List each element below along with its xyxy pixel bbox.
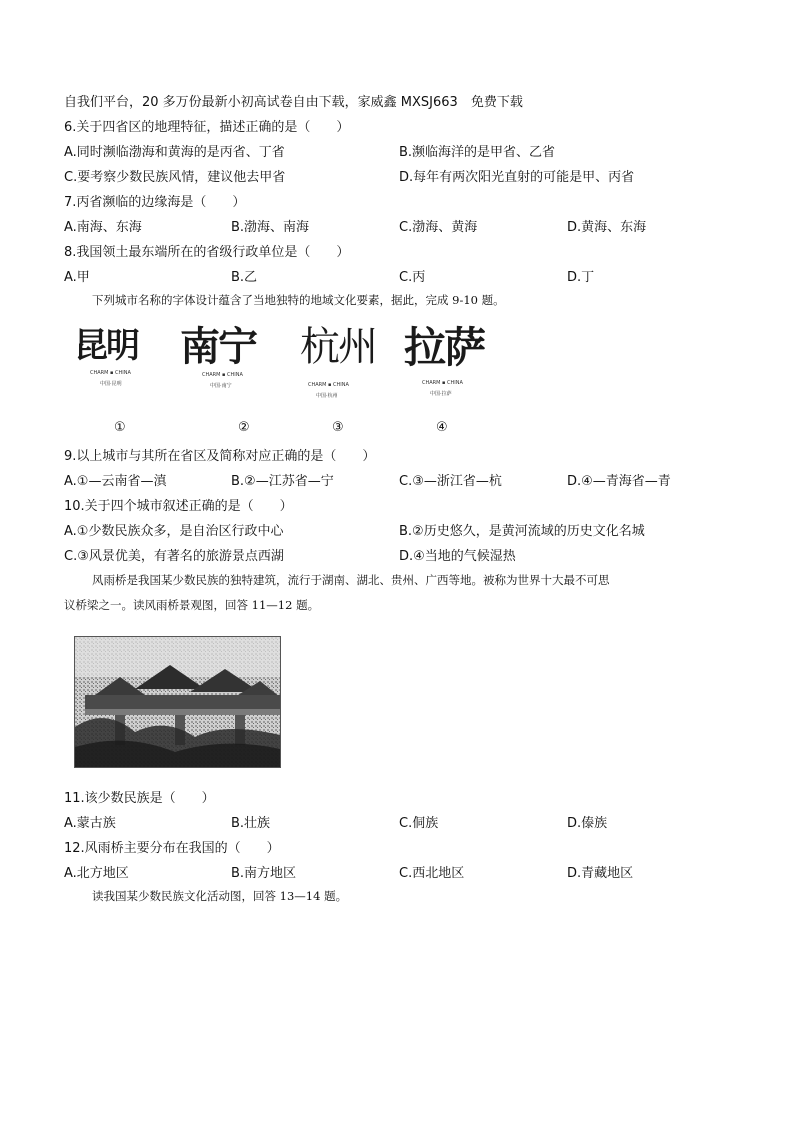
logo-hangzhou-caption: CHARM ▪ CHINA [308,382,349,388]
q6-option-d: D.每年有两次阳光直射的可能是甲、丙省 [399,170,635,185]
q10-option-c: C.③风景优美，有著名的旅游景点西湖 [64,549,284,564]
q6-option-c: C.要考察少数民族风情，建议他去甲省 [64,170,286,185]
q11-option-a: A.蒙古族 [64,816,116,831]
q11-option-c: C.侗族 [399,816,439,831]
logo-number-1: ① [114,420,126,435]
q11-stem: 11.该少数民族是（ ） [64,791,215,806]
q7-option-d: D.黄海、东海 [567,220,647,235]
logo-nanning-glyph: 南宁 [180,323,256,370]
q11-option-b: B.壮族 [231,816,271,831]
logo-number-2: ② [238,420,250,435]
q8-option-d: D.丁 [567,270,595,285]
bridge-illustration [75,637,280,767]
q9-option-b: B.②—江苏省—宁 [231,474,334,489]
logo-lhasa [404,323,504,397]
logo-hangzhou [300,324,410,399]
logo-kunming-caption: CHARM ▪ CHINA [90,370,131,376]
logo-nanning-caption: CHARM ▪ CHINA [202,372,243,378]
city-logos-figure [74,323,504,406]
q10-stem: 10.关于四个城市叙述正确的是（ ） [64,499,293,514]
intro-11-12-line2: 议桥梁之一。读风雨桥景观图，回答 11—12 题。 [64,598,320,612]
q9-stem: 9.以上城市与其所在省区及简称对应正确的是（ ） [64,449,376,464]
wind-rain-bridge-photo [74,636,281,768]
q9-option-c: C.③—浙江省—杭 [399,474,502,489]
q12-option-a: A.北方地区 [64,866,129,881]
q8-option-b: B.乙 [231,270,258,285]
logo-kunming [74,326,166,387]
q7-stem: 7.丙省濒临的边缘海是（ ） [64,195,246,210]
q10-option-d: D.④当地的气候湿热 [399,549,516,564]
intro-9-10: 下列城市名称的字体设计蕴含了当地独特的地域文化要素，据此，完成 9-10 题。 [92,293,505,307]
logo-hangzhou-glyph: 杭州 [300,324,376,370]
q9-option-d: D.④—青海省—青 [567,474,671,489]
logo-hangzhou-sub: 中国·杭州 [316,393,338,399]
intro-13-14: 读我国某少数民族文化活动图，回答 13—14 题。 [92,889,348,903]
intro-11-12-line1: 风雨桥是我国某少数民族的独特建筑，流行于湖南、湖北、贵州、广西等地。被称为世界十大最不可思 [92,573,610,587]
logo-lhasa-glyph: 拉萨 [404,323,485,372]
q10-option-b: B.②历史悠久，是黄河流域的历史文化名城 [399,524,645,539]
q7-option-c: C.渤海、黄海 [399,220,478,235]
q8-stem: 8.我国领土最东端所在的省级行政单位是（ ） [64,245,350,260]
logo-number-3: ③ [332,420,344,435]
logo-lhasa-sub: 中国·拉萨 [430,391,452,397]
q12-option-d: D.青藏地区 [567,866,634,881]
q6-option-b: B.濒临海洋的是甲省、乙省 [399,145,556,160]
q8-option-c: C.丙 [399,270,426,285]
logo-kunming-glyph: 昆明 [74,326,138,366]
logo-nanning [180,323,300,389]
logo-number-4: ④ [436,420,448,435]
q10-option-a: A.①少数民族众多，是自治区行政中心 [64,524,284,539]
q7-option-b: B.渤海、南海 [231,220,310,235]
q12-stem: 12.风雨桥主要分布在我国的（ ） [64,841,280,856]
q6-stem: 6.关于四省区的地理特征，描述正确的是（ ） [64,120,350,135]
q11-option-d: D.傣族 [567,816,608,831]
logo-lhasa-caption: CHARM ▪ CHINA [422,380,463,386]
q12-option-b: B.南方地区 [231,866,297,881]
logo-nanning-sub: 中国·南宁 [210,383,232,389]
q9-option-a: A.①—云南省—滇 [64,474,167,489]
q12-option-c: C.西北地区 [399,866,465,881]
q7-option-a: A.南海、东海 [64,220,142,235]
page-header-ad: 自我们平台，20 多万份最新小初高试卷自由下载，家威鑫 MXSJ663 免费下载 [64,95,523,110]
logo-kunming-sub: 中国·昆明 [100,381,122,387]
q8-option-a: A.甲 [64,270,90,285]
q6-option-a: A.同时濒临渤海和黄海的是丙省、丁省 [64,145,285,160]
